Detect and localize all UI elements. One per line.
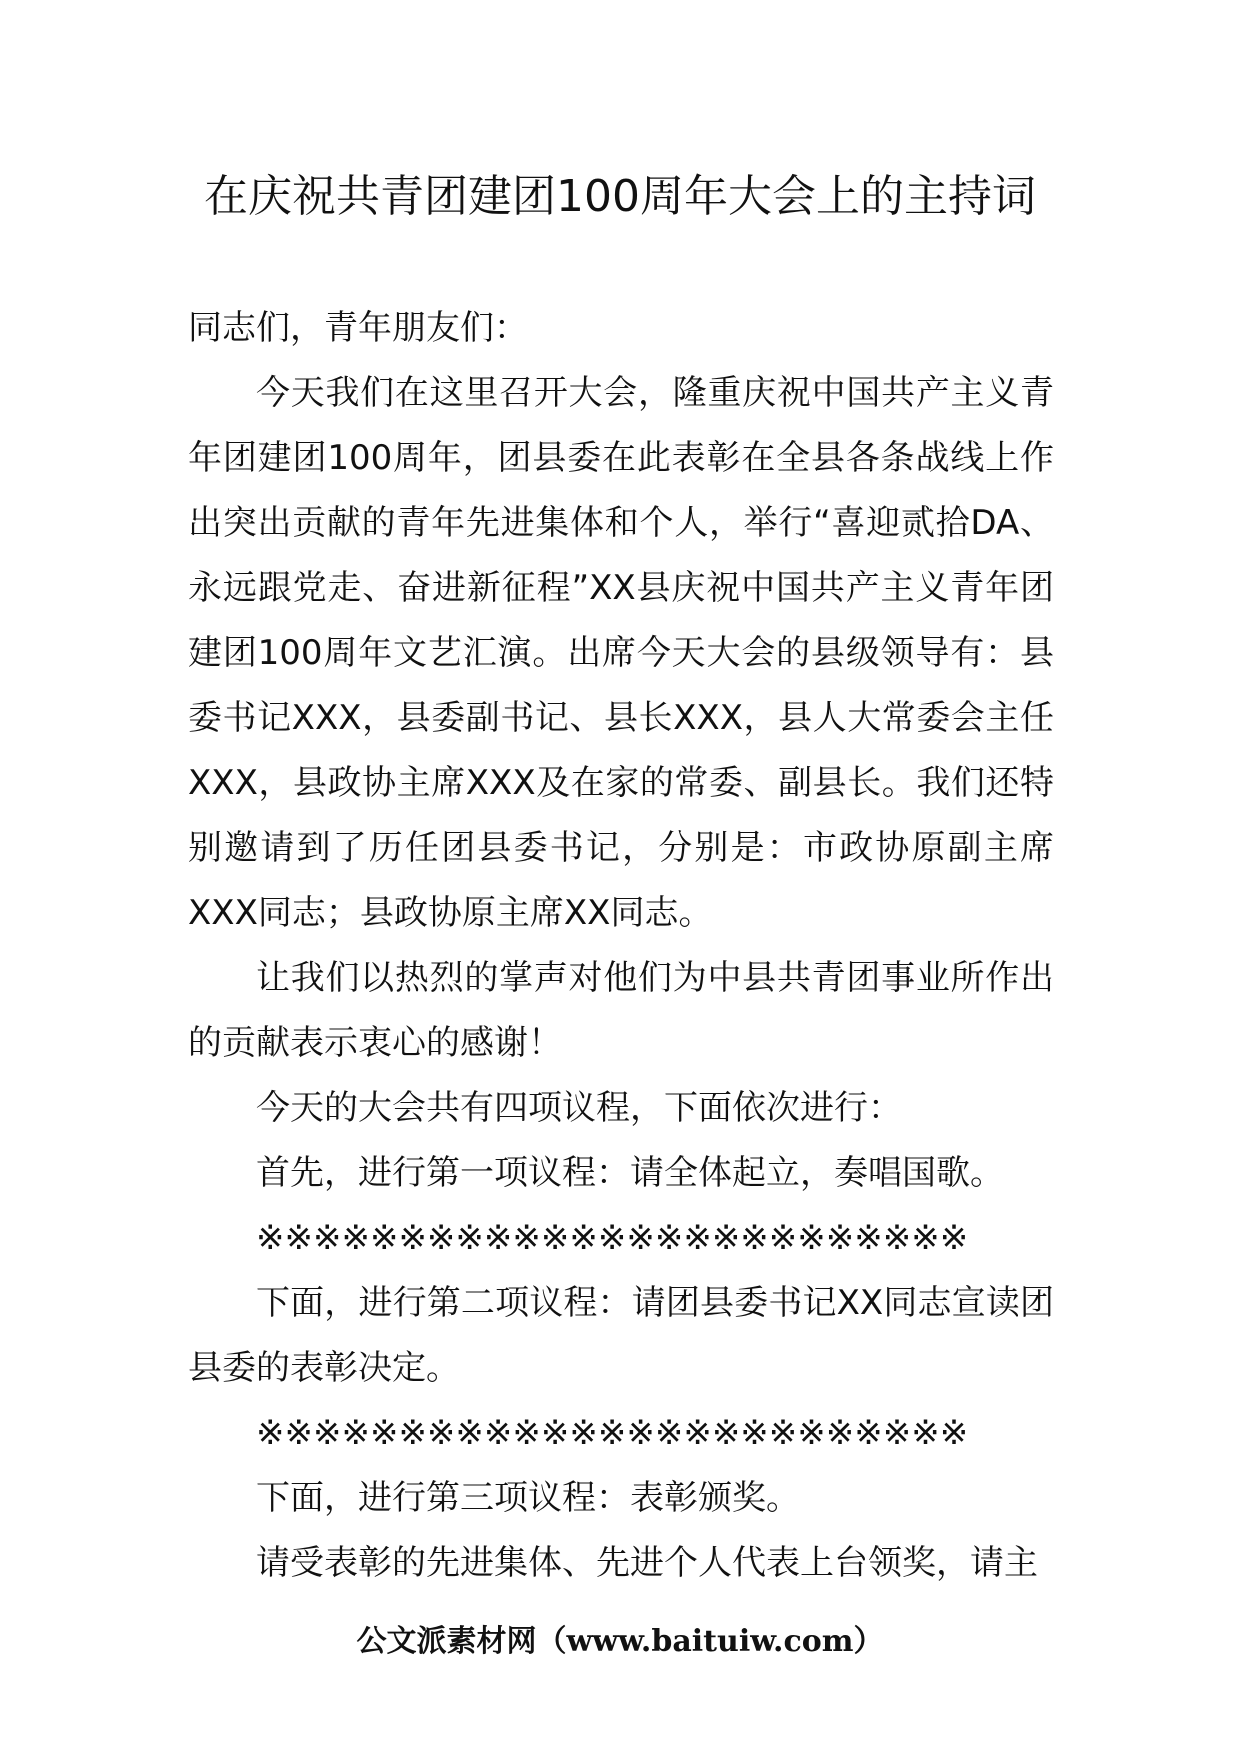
paragraph-item-1: 首先，进行第一项议程：请全体起立，奏唱国歌。 [256, 1153, 1004, 1193]
salutation: 同志们，青年朋友们： [188, 308, 528, 348]
paragraph-item-3: 下面，进行第三项议程：表彰颁奖。 [256, 1478, 800, 1518]
paragraph-item-2: 下面，进行第二项议程：请团县委书记XX同志宣读团县委的表彰决定。 [188, 1283, 1054, 1388]
footer-watermark: 公文派素材网（www.baituiw.com） [356, 1624, 884, 1659]
paragraph-agenda: 今天的大会共有四项议程，下面依次进行： [256, 1088, 902, 1128]
document-body [188, 296, 1054, 1596]
paragraph-intro: 今天我们在这里召开大会，隆重庆祝中国共产主义青年团建团100周年，团县委在此表彰在全县各条战线上作出突出贡献的青年先进集体和个人，举行“喜迎贰拾DA、永远跟党走、奋进新征程”XX县庆祝中国共产主义青年团建团100周年文艺汇演。出席今天大会的县级领导有：县委书记XXX，县委副书记、县长XXX，县人大常委会主任XXX，县政协主席XXX及在家的常委、副县长。我们还特别邀请到了历任团县委书记，分别是：市政协原副主席XXX同志；县政协原主席XX同志。 [188, 373, 1054, 933]
document-title: 在庆祝共青团建团100周年大会上的主持词 [204, 171, 1036, 222]
separator-stars: ※※※※※※※※※※※※※※※※※※※※※※※※※ [256, 1218, 969, 1258]
paragraph-awards: 请受表彰的先进集体、先进个人代表上台领奖，请主 [256, 1543, 1038, 1583]
paragraph-thanks: 让我们以热烈的掌声对他们为中县共青团事业所作出的贡献表示衷心的感谢！ [188, 958, 1054, 1063]
separator-stars: ※※※※※※※※※※※※※※※※※※※※※※※※※ [256, 1413, 969, 1453]
